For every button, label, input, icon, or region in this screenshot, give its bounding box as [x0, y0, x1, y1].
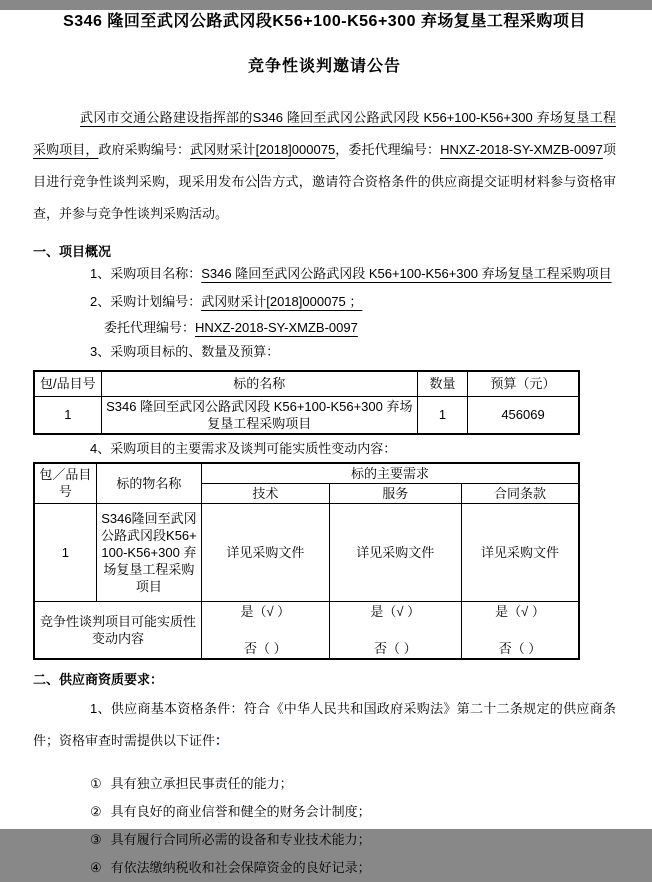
budget-header-qty: 数量: [417, 371, 467, 396]
section1-item4: 4、采购项目的主要需求及谈判可能实质性变动内容：: [90, 440, 397, 456]
budget-header-name: 标的名称: [101, 371, 417, 396]
document-title-line1: S346 隆回至武冈公路武冈段K56+100-K56+300 弃场复垦工程采购项目: [63, 13, 586, 30]
intro-body-b: 告方式，邀请符合资格条件的供应商提交证明材料参与资格审查，并参与竞争性谈判采购活动。: [33, 174, 616, 221]
item1-value: S346 隆回至武冈公路武冈段 K56+100-K56+300 弃场复垦工程采购项目: [201, 266, 612, 281]
intro-project-name: S346 隆回至武冈公路武冈段 K56+100-K56+300 弃场复垦工程采购项目，: [33, 110, 616, 157]
budget-cell-qty: 1: [417, 396, 467, 434]
section1-heading: 一、项目概况: [33, 244, 112, 259]
requirements-change-row: [34, 601, 579, 659]
circled-number-3: ③: [90, 831, 102, 847]
budget-cell-package: 1: [34, 396, 101, 434]
cert-item-text: 具有独立承担民事责任的能力；: [110, 775, 293, 791]
req-cell-package: 1: [34, 503, 96, 601]
req-subheader-contract: 合同条款: [462, 483, 579, 503]
qualification-colon: ：: [215, 732, 229, 748]
budget-cell-budget: 456069: [468, 396, 579, 434]
section1-item1: [33, 260, 616, 288]
requirements-header-row1: [34, 463, 579, 484]
item2b-value: HNXZ-2018-SY-XMZB-0097: [195, 320, 358, 335]
item2-value: 武冈财采计[2018]000075 ；: [201, 294, 363, 309]
yes-option-service: 是（√ ）: [370, 603, 421, 619]
section2-item1: [33, 693, 616, 757]
req-subheader-service: 服务: [329, 483, 461, 503]
req-cell-subject: S346隆回至武冈公路武冈段K56+100-K56+300 弃场复垦工程采购项目: [96, 503, 201, 601]
intro-agency-code: HNXZ-2018-SY-XMZB-0097: [440, 142, 603, 157]
cert-item-text: 有依法缴纳税收和社会保障资金的良好记录；: [110, 859, 371, 875]
circled-number-4: ④: [90, 859, 102, 875]
document-title-line2: 竞争性谈判邀请公告: [247, 58, 401, 75]
req-cell-tech: 详见采购文件: [202, 503, 329, 601]
intro-agency-code-label: ，委托代理编号：: [335, 142, 441, 157]
req-header-package: 包／品目号: [34, 463, 96, 504]
change-cell-tech: [202, 601, 329, 659]
change-cell-service: [329, 601, 461, 659]
yes-option-tech: 是（√ ）: [240, 603, 291, 619]
intro-paragraph: [33, 102, 616, 230]
circled-number-1: ①: [90, 775, 102, 791]
cert-item-text: 具有良好的商业信誉和健全的财务会计制度；: [110, 803, 371, 819]
yes-option-contract: 是（√ ）: [495, 603, 545, 619]
budget-table-header-row: [34, 371, 579, 396]
item2b-label: 委托代理编号：: [104, 320, 196, 335]
no-option-contract: 否（ ）: [498, 640, 542, 656]
budget-table-data-row: [34, 396, 579, 434]
req-cell-contract: 详见采购文件: [462, 503, 579, 601]
change-row-label: 竞争性谈判项目可能实质性变动内容: [34, 601, 202, 659]
list-item: [33, 770, 616, 798]
section1-item2: [33, 288, 616, 316]
intro-purchaser: 武冈市交通公路建设指挥部的: [80, 110, 253, 125]
budget-header-budget: 预算（元）: [468, 371, 579, 396]
requirements-data-row: [34, 503, 579, 601]
list-item: [33, 826, 616, 854]
req-header-group: 标的主要需求: [202, 463, 579, 484]
req-header-subject: 标的物名称: [96, 463, 201, 504]
budget-cell-name: S346 隆回至武冈公路武冈段 K56+100-K56+300 弃场复垦工程采购项目: [101, 396, 417, 434]
certificate-list: [33, 770, 616, 882]
item2-label: 2、采购计划编号：: [90, 294, 202, 309]
qualification-text: 1、供应商基本资格条件：符合《中华人民共和国政府采购法》第二十二条规定的供应商条件；资格审查时需提供以下证件: [33, 700, 616, 748]
no-option-service: 否（ ）: [373, 640, 417, 656]
section1-item2b: [33, 316, 616, 339]
circled-number-2: ②: [90, 803, 102, 819]
section1-item3: 3、采购项目标的、数量及预算：: [90, 344, 280, 359]
change-cell-contract: [462, 601, 579, 659]
list-item: [33, 854, 616, 882]
document-page: [0, 10, 652, 875]
item1-label: 1、采购项目名称：: [90, 266, 202, 281]
req-subheader-tech: 技术: [202, 483, 329, 503]
no-option-tech: 否（ ）: [244, 640, 287, 656]
budget-table: [33, 370, 580, 435]
section2-heading: 二、供应商资质要求：: [33, 671, 164, 687]
cert-item-text: 具有履行合同所必需的设备和专业技术能力；: [110, 831, 371, 847]
budget-header-package: 包/品目号: [34, 371, 101, 396]
list-item: [33, 798, 616, 826]
intro-gov-code: 武冈财采计[2018]000075: [190, 142, 336, 157]
intro-gov-code-label: 政府采购编号：: [98, 142, 191, 157]
intro-body-a: 项目进行竞争性谈判采购，现采用发布公: [33, 142, 616, 189]
requirements-table: [33, 462, 580, 660]
req-cell-service: 详见采购文件: [329, 503, 461, 601]
